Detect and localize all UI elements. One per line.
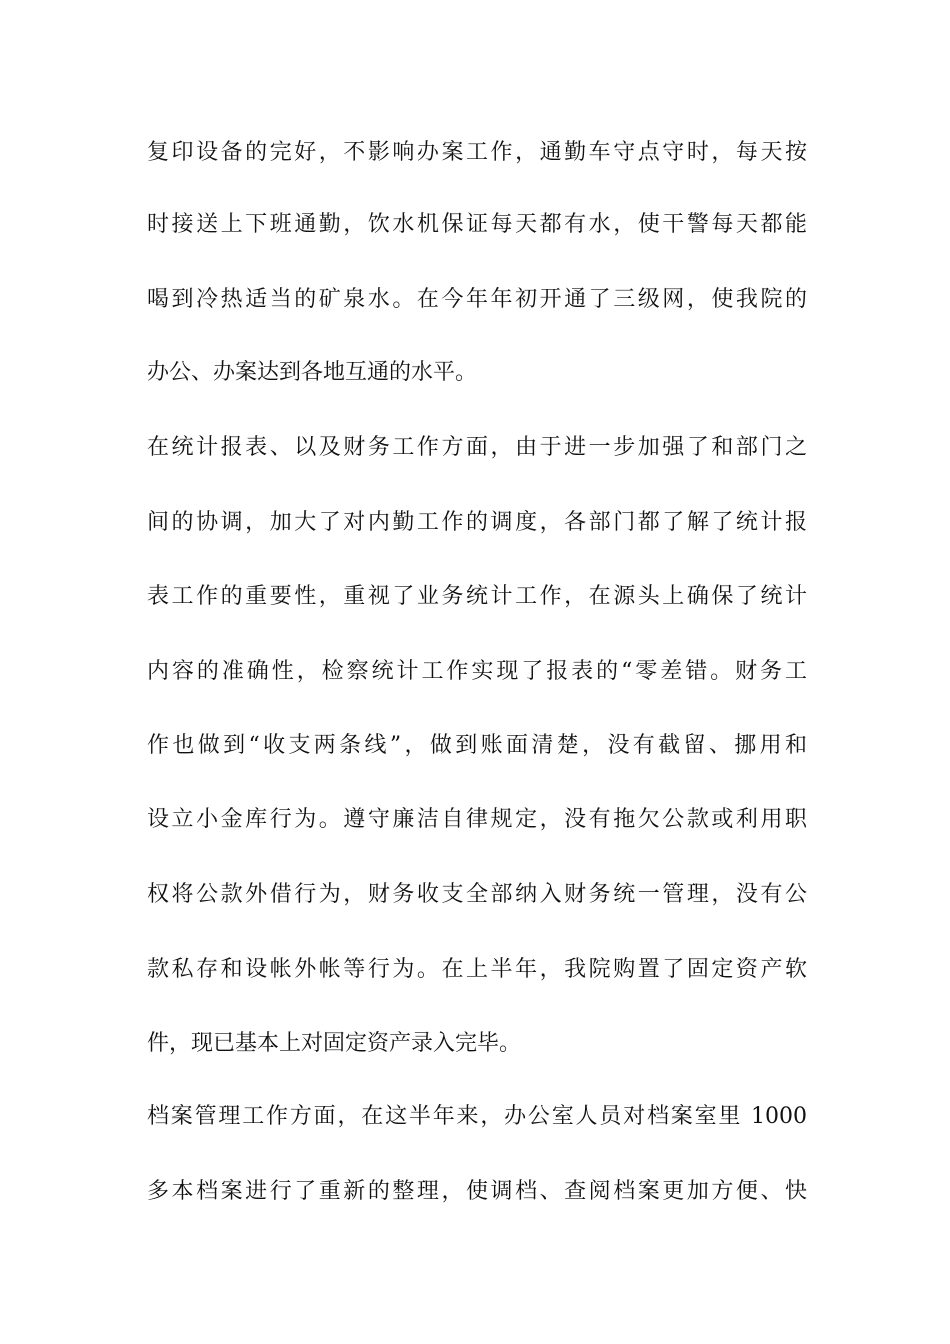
text-line: 内容的准确性，检察统计工作实现了报表的“零差错。财务工 (147, 659, 807, 684)
text-line: 间的协调，加大了对内勤工作的调度，各部门都了解了统计报 (147, 510, 807, 535)
text-line: 在统计报表、以及财务工作方面，由于进一步加强了和部门之 (147, 435, 807, 460)
text-line: 多本档案进行了重新的整理，使调档、查阅档案更加方便、快 (147, 1179, 807, 1204)
text-line: 款私存和设帐外帐等行为。在上半年，我院购置了固定资产软 (147, 957, 807, 982)
text-line: 设立小金库行为。遵守廉洁自律规定，没有拖欠公款或利用职 (147, 807, 807, 832)
text-line: 复印设备的完好，不影响办案工作，通勤车守点守时，每天按 (147, 140, 807, 165)
text-line: 件，现已基本上对固定资产录入完毕。 (147, 1031, 522, 1056)
text-line: 权将公款外借行为，财务收支全部纳入财务统一管理，没有公 (147, 882, 807, 907)
text-line: 档案管理工作方面，在这半年来，办公室人员对档案室里 1000 (147, 1104, 807, 1129)
text-line: 作也做到“收支两条线”，做到账面清楚，没有截留、挪用和 (147, 733, 807, 758)
text-line: 表工作的重要性，重视了业务统计工作，在源头上确保了统计 (147, 584, 807, 609)
text-line: 办公、办案达到各地互通的水平。 (147, 360, 478, 385)
text-line: 喝到冷热适当的矿泉水。在今年年初开通了三级网，使我院的 (147, 287, 807, 312)
text-line: 时接送上下班通勤，饮水机保证每天都有水，使干警每天都能 (147, 212, 807, 237)
